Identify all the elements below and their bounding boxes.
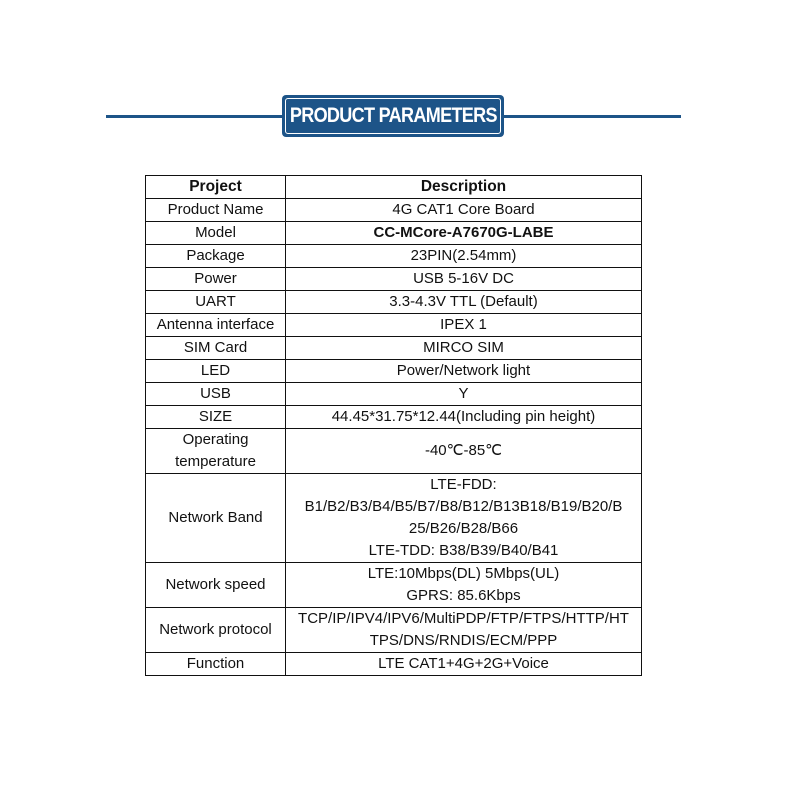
table-row — [146, 199, 642, 222]
description-cell — [286, 199, 642, 222]
project-cell: SIM Card — [146, 337, 286, 360]
description-cell-line: B1/B2/B3/B4/B5/B7/B8/B12/B13B18/B19/B20/B — [304, 498, 623, 515]
parameters-table — [145, 175, 642, 676]
table-row — [146, 268, 642, 291]
description-cell-line: Power/Network light — [396, 362, 531, 379]
project-cell: Network protocol — [146, 608, 286, 653]
header-description: Description — [286, 176, 642, 199]
table-body — [146, 199, 642, 676]
description-cell — [286, 245, 642, 268]
description-cell-line: Y — [458, 385, 469, 402]
table-header-row — [146, 176, 642, 199]
description-cell — [286, 291, 642, 314]
description-cell-line: LTE-TDD: B38/B39/B40/B41 — [368, 542, 559, 559]
table-row — [146, 429, 642, 474]
description-cell — [286, 406, 642, 429]
description-cell-line: TCP/IP/IPV4/IPV6/MultiPDP/FTP/FTPS/HTTP/HT — [298, 610, 629, 627]
description-cell — [286, 314, 642, 337]
project-cell: LED — [146, 360, 286, 383]
description-cell — [286, 360, 642, 383]
project-cell-line: Operating — [182, 431, 249, 448]
description-cell-line: LTE CAT1+4G+2G+Voice — [378, 655, 549, 672]
description-cell-line: TPS/DNS/RNDIS/ECM/PPP — [369, 632, 558, 649]
table-row — [146, 222, 642, 245]
table-row — [146, 245, 642, 268]
description-cell — [286, 268, 642, 291]
project-cell: Antenna interface — [146, 314, 286, 337]
project-cell: UART — [146, 291, 286, 314]
description-cell — [286, 653, 642, 676]
description-cell — [286, 608, 642, 653]
description-cell-line: USB 5-16V DC — [413, 270, 514, 287]
table-row — [146, 653, 642, 676]
table-row — [146, 474, 642, 563]
table-row — [146, 608, 642, 653]
project-cell: Package — [146, 245, 286, 268]
description-cell-line: 23PIN(2.54mm) — [410, 247, 517, 264]
project-cell: Network Band — [146, 474, 286, 563]
description-cell — [286, 563, 642, 608]
header-project: Project — [146, 176, 286, 199]
table-row — [146, 406, 642, 429]
description-cell-line: 44.45*31.75*12.44(Including pin height) — [331, 408, 596, 425]
description-cell-line: 4G CAT1 Core Board — [392, 201, 535, 218]
description-cell-line: CC-MCore-A7670G-LABE — [373, 224, 554, 241]
description-cell-line: 25/B26/B28/B66 — [408, 520, 519, 537]
description-cell-line: LTE-FDD: — [430, 476, 497, 493]
description-cell — [286, 337, 642, 360]
table-row — [146, 563, 642, 608]
description-cell-line: GPRS: 85.6Kbps — [406, 587, 521, 604]
description-cell — [286, 222, 642, 245]
table-row — [146, 291, 642, 314]
table-row — [146, 314, 642, 337]
project-cell: SIZE — [146, 406, 286, 429]
description-cell-line: 3.3-4.3V TTL (Default) — [389, 293, 538, 310]
project-cell: Function — [146, 653, 286, 676]
table-row — [146, 360, 642, 383]
banner-title: PRODUCT PARAMETERS — [289, 104, 497, 127]
project-cell-line: temperature — [175, 453, 256, 470]
project-cell — [146, 429, 286, 474]
description-cell — [286, 474, 642, 563]
description-cell-line: IPEX 1 — [440, 316, 487, 333]
table-row — [146, 383, 642, 406]
description-cell-line: MIRCO SIM — [423, 339, 504, 356]
description-cell-line: LTE:10Mbps(DL) 5Mbps(UL) — [367, 565, 560, 582]
description-cell — [286, 383, 642, 406]
project-cell: Product Name — [146, 199, 286, 222]
description-cell — [286, 429, 642, 474]
description-cell-line: -40℃-85℃ — [424, 442, 503, 459]
section-banner — [282, 95, 504, 137]
table-row — [146, 337, 642, 360]
project-cell: Model — [146, 222, 286, 245]
project-cell: Network speed — [146, 563, 286, 608]
project-cell: Power — [146, 268, 286, 291]
project-cell: USB — [146, 383, 286, 406]
